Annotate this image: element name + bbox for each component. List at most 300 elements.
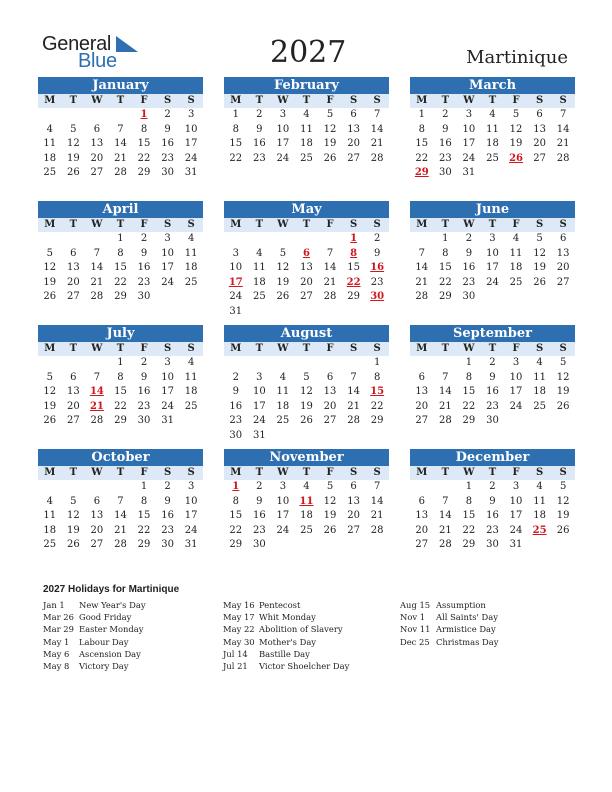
- day-cell: [248, 305, 272, 320]
- day-cell: 31: [184, 539, 198, 551]
- day-cell: 27: [90, 167, 104, 179]
- day-cell: [318, 356, 342, 371]
- holiday-date: May 17: [223, 612, 255, 623]
- day-cell: 19: [43, 400, 57, 412]
- day-cell: 21: [114, 524, 127, 536]
- weekday-label: F: [326, 219, 334, 230]
- holiday-date: Jul 21: [223, 660, 248, 671]
- holiday-day-cell: 8: [350, 247, 358, 259]
- day-cell: 8: [465, 495, 473, 507]
- weekday-label: S: [373, 467, 381, 478]
- day-cell: 23: [137, 400, 151, 412]
- day-cell: 6: [536, 109, 543, 120]
- day-cell: 24: [276, 152, 290, 164]
- day-cell: 18: [43, 152, 57, 164]
- week-row: [410, 152, 575, 167]
- day-cell: 13: [300, 262, 313, 274]
- weekday-label: T: [69, 219, 78, 230]
- weekday-label: M: [230, 467, 242, 478]
- day-cell: 27: [66, 291, 80, 303]
- day-cell: 19: [509, 138, 523, 150]
- week-row: [224, 232, 389, 247]
- day-cell: [224, 356, 248, 371]
- day-cell: 26: [276, 291, 290, 303]
- day-cell: [551, 538, 575, 553]
- day-cell: 28: [556, 152, 570, 164]
- weekday-label: S: [535, 467, 544, 478]
- day-cell: 17: [509, 386, 523, 398]
- day-cell: 5: [46, 371, 53, 383]
- month-november: [224, 449, 389, 553]
- day-cell: 22: [229, 152, 243, 164]
- day-cell: 30: [462, 291, 476, 303]
- holiday-day-cell: 16: [370, 262, 385, 274]
- week-row: [410, 538, 575, 553]
- day-cell: 28: [438, 539, 452, 551]
- holiday-date: Dec 25: [400, 636, 430, 647]
- week-row: [224, 356, 389, 371]
- day-cell: 9: [489, 371, 496, 383]
- day-cell: 25: [252, 291, 266, 303]
- day-cell: 13: [347, 495, 360, 507]
- week-row: [224, 276, 389, 291]
- day-cell: 25: [184, 276, 198, 288]
- week-row: [38, 152, 203, 167]
- day-cell: 27: [347, 524, 360, 536]
- day-cell: 15: [438, 262, 452, 274]
- day-cell: 5: [536, 233, 543, 244]
- day-cell: 4: [46, 495, 53, 507]
- day-cell: 22: [229, 524, 243, 536]
- day-cell: 5: [279, 247, 287, 259]
- weekday-label: M: [230, 219, 242, 230]
- weekday-label: S: [373, 219, 381, 230]
- week-row: [224, 108, 389, 123]
- day-cell: 22: [137, 152, 151, 164]
- holiday-day-cell: 30: [370, 291, 385, 303]
- holiday-date: Nov 11: [400, 624, 431, 635]
- day-cell: 2: [164, 481, 171, 492]
- day-cell: 10: [184, 123, 198, 135]
- week-row: [410, 524, 575, 539]
- day-cell: 11: [300, 123, 313, 135]
- day-cell: 8: [373, 371, 381, 383]
- day-cell: 12: [43, 386, 57, 398]
- day-cell: [342, 305, 366, 320]
- day-cell: 13: [556, 247, 570, 259]
- weekday-label: M: [416, 95, 428, 106]
- day-cell: 18: [533, 386, 546, 398]
- week-row: [224, 385, 389, 400]
- week-row: [38, 400, 203, 415]
- day-cell: 24: [252, 415, 266, 427]
- day-cell: 20: [66, 400, 80, 412]
- day-cell: 21: [323, 276, 337, 288]
- day-cell: 7: [117, 123, 124, 135]
- logo: [42, 33, 142, 72]
- weekday-label: T: [441, 343, 450, 354]
- weekday-label: W: [277, 467, 289, 478]
- day-cell: [318, 232, 342, 247]
- week-row: [410, 495, 575, 510]
- day-cell: 5: [303, 371, 310, 383]
- holiday-column: [43, 599, 146, 672]
- day-cell: 15: [114, 386, 127, 398]
- week-row: [224, 305, 389, 320]
- holiday-day-cell: 22: [346, 276, 361, 288]
- day-cell: 13: [415, 510, 429, 522]
- weekday-row: [410, 466, 575, 480]
- day-cell: 23: [137, 276, 151, 288]
- day-cell: 19: [276, 276, 290, 288]
- day-cell: 23: [438, 152, 452, 164]
- day-cell: 26: [556, 524, 570, 536]
- holidays-title: 2027 Holidays for Martinique: [43, 584, 180, 595]
- holiday-date: May 16: [223, 600, 255, 610]
- day-cell: 18: [486, 138, 499, 150]
- day-cell: 21: [438, 400, 452, 412]
- day-cell: 21: [556, 138, 570, 150]
- day-cell: 23: [161, 524, 174, 536]
- month-header: October: [38, 449, 203, 466]
- day-cell: 20: [323, 400, 337, 412]
- day-cell: 26: [323, 152, 337, 164]
- weekday-label: T: [255, 343, 264, 354]
- weekday-label: F: [512, 95, 520, 106]
- weekday-label: M: [230, 343, 242, 354]
- day-cell: 7: [93, 371, 101, 383]
- week-row: [224, 371, 389, 386]
- week-row: [410, 247, 575, 262]
- day-cell: 29: [114, 415, 127, 427]
- day-cell: [38, 108, 62, 123]
- day-cell: 16: [137, 386, 151, 398]
- day-cell: 16: [161, 138, 174, 150]
- day-cell: 24: [509, 524, 523, 536]
- day-cell: 20: [347, 510, 360, 522]
- day-cell: 6: [70, 247, 77, 259]
- day-cell: [179, 414, 203, 429]
- day-cell: 23: [229, 415, 243, 427]
- day-cell: 29: [438, 291, 452, 303]
- holiday-name: Assumption: [436, 600, 486, 610]
- holiday-day-cell: 1: [140, 109, 148, 120]
- day-cell: [224, 232, 248, 247]
- weekday-row: [38, 218, 203, 232]
- month-march: [410, 77, 575, 181]
- day-cell: 6: [70, 371, 77, 383]
- week-row: [410, 123, 575, 138]
- day-cell: 14: [114, 138, 127, 150]
- holiday-item: [43, 636, 146, 648]
- day-cell: [85, 108, 109, 123]
- day-cell: 6: [326, 371, 334, 383]
- holiday-item: [223, 648, 349, 660]
- day-cell: 2: [232, 371, 239, 383]
- week-row: [224, 509, 389, 524]
- day-cell: 31: [509, 539, 523, 551]
- day-cell: 30: [161, 167, 174, 179]
- day-cell: 13: [90, 138, 104, 150]
- day-cell: 28: [90, 415, 104, 427]
- day-cell: 1: [418, 109, 425, 120]
- day-cell: 1: [117, 357, 124, 368]
- day-cell: [481, 166, 505, 181]
- day-cell: 26: [43, 415, 57, 427]
- holiday-day-cell: 29: [414, 167, 429, 179]
- day-cell: 26: [66, 167, 80, 179]
- day-cell: 4: [303, 481, 310, 492]
- week-row: [38, 232, 203, 247]
- holiday-day-cell: 21: [89, 400, 104, 412]
- day-cell: 9: [489, 495, 496, 507]
- day-cell: 9: [256, 495, 263, 507]
- holiday-item: [223, 623, 349, 635]
- holiday-item: [43, 623, 146, 635]
- day-cell: 7: [373, 481, 381, 492]
- day-cell: [365, 538, 389, 553]
- day-cell: 17: [462, 138, 476, 150]
- day-cell: 4: [489, 109, 496, 120]
- day-cell: [528, 290, 552, 305]
- day-cell: 16: [229, 400, 243, 412]
- day-cell: 20: [90, 152, 104, 164]
- day-cell: 2: [489, 481, 496, 492]
- holiday-name: Christmas Day: [436, 636, 499, 647]
- day-cell: 20: [533, 138, 546, 150]
- holiday-day-cell: 26: [509, 152, 523, 164]
- day-cell: 19: [66, 524, 80, 536]
- holiday-name: Labour Day: [79, 636, 129, 647]
- day-cell: 4: [536, 357, 543, 368]
- day-cell: 15: [137, 138, 151, 150]
- day-cell: 5: [46, 247, 53, 259]
- holiday-day-cell: 1: [350, 233, 358, 244]
- day-cell: 16: [137, 262, 151, 274]
- month-may: [224, 201, 389, 320]
- day-cell: 31: [161, 415, 174, 427]
- day-cell: 8: [117, 371, 124, 383]
- week-row: [38, 247, 203, 262]
- day-cell: 8: [418, 123, 425, 135]
- day-cell: [109, 480, 133, 495]
- month-december: [410, 449, 575, 553]
- day-cell: 30: [486, 539, 499, 551]
- holiday-name: New Year's Day: [79, 600, 146, 610]
- day-cell: [504, 166, 528, 181]
- weekday-label: T: [69, 95, 78, 106]
- weekday-label: W: [277, 219, 289, 230]
- holiday-item: [223, 660, 349, 672]
- day-cell: 16: [252, 138, 266, 150]
- weekday-row: [38, 94, 203, 108]
- day-cell: [551, 290, 575, 305]
- day-cell: [85, 356, 109, 371]
- weekday-label: S: [535, 95, 544, 106]
- day-cell: 25: [300, 524, 313, 536]
- day-cell: [38, 356, 62, 371]
- day-cell: 14: [438, 386, 452, 398]
- week-row: [410, 480, 575, 495]
- day-cell: 3: [512, 357, 520, 368]
- weekday-label: S: [187, 467, 195, 478]
- holiday-name: All Saints' Day: [436, 612, 498, 623]
- day-cell: 3: [256, 371, 263, 383]
- day-cell: 12: [509, 123, 523, 135]
- day-cell: 3: [512, 481, 520, 492]
- weekday-row: [224, 466, 389, 480]
- weekday-label: S: [163, 343, 172, 354]
- month-header: December: [410, 449, 575, 466]
- day-cell: 8: [232, 495, 239, 507]
- day-cell: 7: [442, 495, 449, 507]
- day-cell: 21: [90, 276, 104, 288]
- weekday-label: T: [302, 219, 311, 230]
- day-cell: 7: [418, 247, 425, 259]
- day-cell: 16: [161, 510, 174, 522]
- holiday-item: [223, 599, 349, 611]
- day-cell: 25: [486, 152, 499, 164]
- day-cell: 15: [229, 138, 243, 150]
- day-cell: 24: [184, 524, 198, 536]
- day-cell: 18: [43, 524, 57, 536]
- holiday-date: May 6: [43, 648, 70, 659]
- day-cell: 22: [438, 276, 452, 288]
- day-cell: 8: [140, 495, 148, 507]
- day-cell: 1: [465, 357, 473, 368]
- week-row: [38, 137, 203, 152]
- logo-triangle-icon: [114, 36, 138, 52]
- day-cell: 27: [415, 415, 429, 427]
- holiday-day-cell: 15: [370, 386, 385, 398]
- weekday-label: W: [91, 95, 103, 106]
- day-cell: [434, 480, 458, 495]
- day-cell: 6: [418, 371, 425, 383]
- day-cell: 9: [232, 386, 239, 398]
- holiday-day-cell: 6: [302, 247, 310, 259]
- day-cell: 3: [164, 233, 171, 244]
- weekday-row: [410, 94, 575, 108]
- weekday-label: T: [302, 95, 311, 106]
- day-cell: 27: [66, 415, 80, 427]
- day-cell: 10: [252, 386, 266, 398]
- day-cell: 27: [90, 539, 104, 551]
- weekday-label: M: [44, 95, 56, 106]
- weekday-label: T: [69, 467, 78, 478]
- weekday-label: F: [512, 343, 520, 354]
- weekday-label: S: [349, 219, 358, 230]
- day-cell: 3: [279, 109, 287, 120]
- day-cell: [62, 480, 86, 495]
- weekday-row: [410, 218, 575, 232]
- holiday-column: [223, 599, 349, 672]
- day-cell: 31: [252, 429, 266, 441]
- weekday-label: F: [512, 467, 520, 478]
- day-cell: 29: [462, 415, 476, 427]
- weekday-label: S: [349, 467, 358, 478]
- day-cell: 23: [252, 152, 266, 164]
- weekday-label: M: [230, 95, 242, 106]
- day-cell: 22: [462, 524, 476, 536]
- weekday-label: F: [326, 95, 334, 106]
- day-cell: 27: [556, 276, 570, 288]
- day-cell: 23: [252, 524, 266, 536]
- day-cell: 2: [140, 233, 148, 244]
- day-cell: 5: [70, 495, 77, 507]
- week-row: [224, 414, 389, 429]
- day-cell: [551, 414, 575, 429]
- day-cell: 23: [370, 276, 384, 288]
- day-cell: 12: [556, 371, 570, 383]
- week-row: [38, 509, 203, 524]
- day-cell: 9: [164, 495, 171, 507]
- day-cell: 29: [347, 291, 360, 303]
- day-cell: 1: [465, 481, 473, 492]
- day-cell: 18: [184, 386, 198, 398]
- holiday-date: Mar 29: [43, 624, 74, 635]
- day-cell: [156, 290, 180, 305]
- month-june: [410, 201, 575, 305]
- day-cell: 28: [347, 415, 360, 427]
- week-row: [38, 414, 203, 429]
- day-cell: 3: [164, 357, 171, 368]
- day-cell: [295, 356, 319, 371]
- weekday-row: [224, 218, 389, 232]
- day-cell: 24: [462, 152, 476, 164]
- day-cell: 12: [323, 495, 337, 507]
- day-cell: 10: [276, 495, 290, 507]
- day-cell: 11: [486, 123, 499, 135]
- day-cell: 21: [114, 152, 127, 164]
- holiday-item: [43, 660, 146, 672]
- day-cell: 2: [373, 233, 381, 244]
- day-cell: 14: [370, 495, 384, 507]
- day-cell: 28: [415, 291, 429, 303]
- weekday-label: T: [488, 343, 497, 354]
- holiday-date: Jul 14: [223, 648, 248, 659]
- week-row: [410, 290, 575, 305]
- week-row: [224, 123, 389, 138]
- day-cell: [365, 305, 389, 320]
- day-cell: [62, 356, 86, 371]
- holiday-name: Pentecost: [259, 600, 301, 610]
- weekday-label: T: [302, 467, 311, 478]
- day-cell: 24: [276, 524, 290, 536]
- weekday-label: S: [559, 467, 567, 478]
- day-cell: 23: [161, 152, 174, 164]
- day-cell: 26: [323, 524, 337, 536]
- holiday-date: May 8: [43, 660, 70, 671]
- week-row: [224, 290, 389, 305]
- day-cell: 12: [556, 495, 570, 507]
- day-cell: 30: [486, 415, 499, 427]
- day-cell: [318, 305, 342, 320]
- weekday-label: F: [326, 343, 334, 354]
- day-cell: 4: [512, 233, 520, 244]
- day-cell: [248, 232, 272, 247]
- holiday-day-cell: 25: [532, 524, 547, 536]
- logo-text-general: General: [42, 33, 112, 55]
- day-cell: 2: [140, 357, 148, 368]
- month-september: [410, 325, 575, 429]
- day-cell: 13: [323, 386, 337, 398]
- week-row: [38, 495, 203, 510]
- year-title: 2027: [270, 35, 347, 70]
- holiday-name: Victor Shoelcher Day: [259, 660, 350, 671]
- day-cell: 2: [489, 357, 496, 368]
- week-row: [224, 400, 389, 415]
- day-cell: 29: [114, 291, 127, 303]
